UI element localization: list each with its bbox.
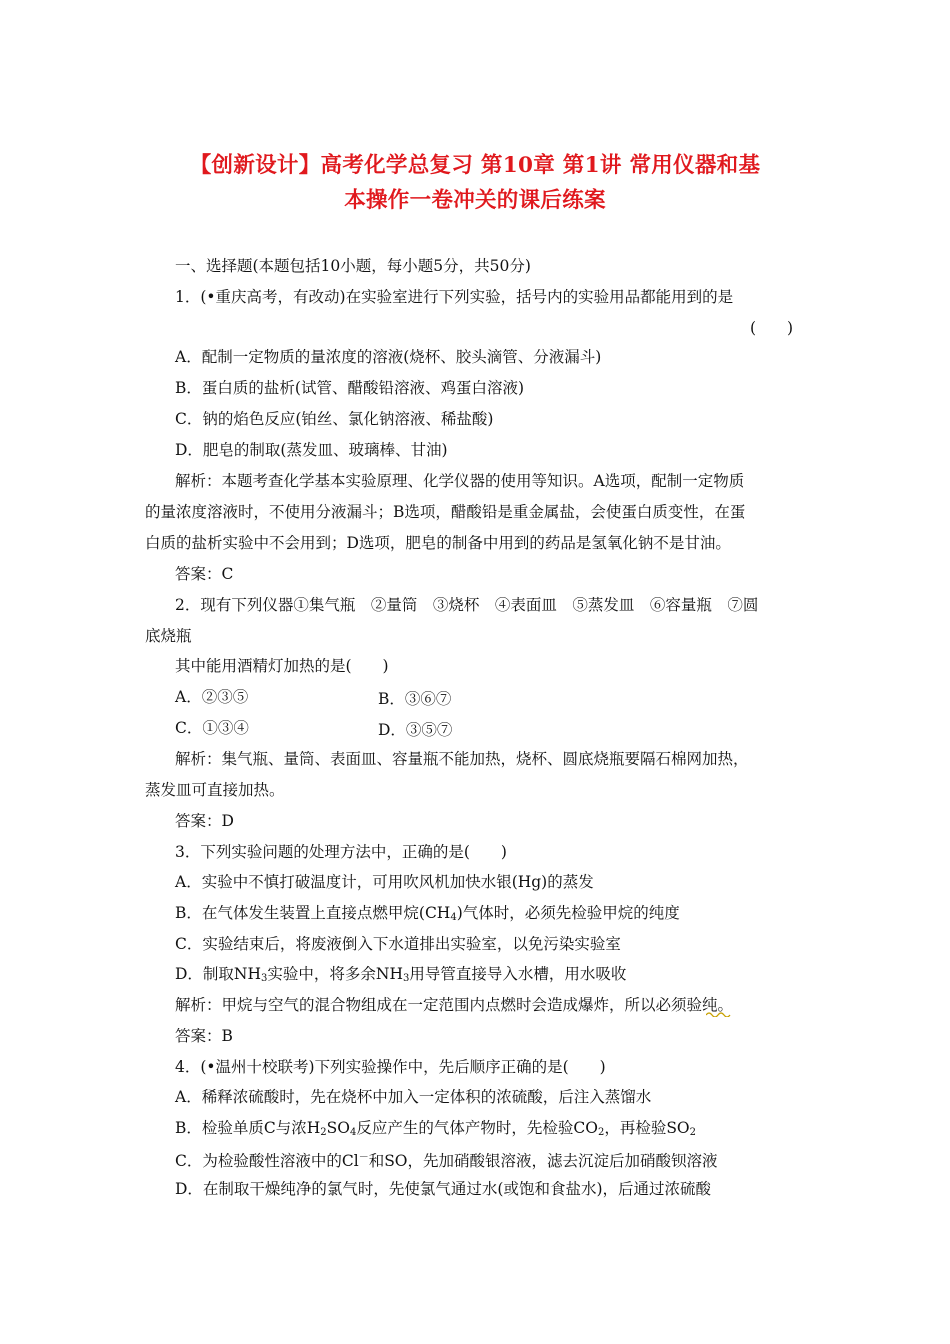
squiggle-mark (706, 1011, 732, 1017)
q1-explanation-1: 解析：本题考查化学基本实验原理、化学仪器的使用等知识。A选项，配制一定物质 (175, 472, 745, 490)
q1-option-c: C．钠的焰色反应(铂丝、氯化钠溶液、稀盐酸) (175, 410, 494, 428)
q4-option-c: C．为检验酸性溶液中的Cl－和SO，先加硝酸银溶液，滤去沉淀后加硝酸钡溶液 (175, 1152, 718, 1171)
q3-stem: 3．下列实验问题的处理方法中，正确的是( ) (175, 843, 507, 861)
q1-option-a: A．配制一定物质的量浓度的溶液(烧杯、胶头滴管、分液漏斗) (175, 348, 602, 366)
q3-option-d: D．制取$NH_3$实验中，将多余$NH_3$用导管直接导入水槽，用水吸收 (175, 965, 627, 984)
q2-option-a: A．②③⑤ (175, 688, 249, 706)
q1-answer: 答案：C (175, 565, 234, 583)
q3-explanation: 解析：甲烷与空气的混合物组成在一定范围内点燃时会造成爆炸，所以必须验纯。 (175, 996, 734, 1014)
q2-stem-3: 其中能用酒精灯加热的是( ) (175, 657, 389, 675)
q2-stem-2: 底烧瓶 (145, 627, 192, 645)
q1-option-d: D．肥皂的制取(蒸发皿、玻璃棒、甘油) (175, 441, 448, 459)
q1-answer-paren: ( ) (750, 319, 794, 337)
q4-option-d: D．在制取干燥纯净的氯气时，先使氯气通过水(或饱和食盐水)，后通过浓硫酸 (175, 1180, 712, 1198)
q2-explanation-1: 解析：集气瓶、量筒、表面皿、容量瓶不能加热，烧杯、圆底烧瓶要隔石棉网加热， (175, 750, 749, 768)
q4-option-a: A．稀释浓硫酸时，先在烧杯中加入一定体积的浓硫酸，后注入蒸馏水 (175, 1088, 652, 1106)
q3-option-c: C．实验结束后，将废液倒入下水道排出实验室，以免污染实验室 (175, 935, 621, 953)
q1-option-b: B．蛋白质的盐析(试管、醋酸铅溶液、鸡蛋白溶液) (175, 379, 524, 397)
q2-answer: 答案：D (175, 812, 234, 830)
q1-explanation-2: 的量浓度溶液时，不使用分液漏斗；B选项，醋酸铅是重金属盐，会使蛋白质变性，在蛋 (145, 503, 746, 521)
q3-option-b: B．在气体发生装置上直接点燃甲烷$(CH_4)$气体时，必须先检验甲烷的纯度 (175, 904, 680, 923)
section-heading: 一、选择题(本题包括10小题，每小题5分，共50分) (175, 257, 531, 275)
q2-option-d: D．③⑤⑦ (378, 721, 453, 739)
page-title-line-2: 本操作一卷冲关的课后练案 (344, 188, 606, 213)
q1-explanation-3: 白质的盐析实验中不会用到；D选项，肥皂的制备中用到的药品是氢氧化钠不是甘油。 (145, 534, 731, 552)
q3-answer: 答案：B (175, 1027, 233, 1045)
q4-option-b: B．检验单质C与浓$H_2SO_4$反应产生的气体产物时，先检验$CO_2$，再检验$SO_2$ (175, 1119, 697, 1138)
q4-stem: 4．(•温州十校联考)下列实验操作中，先后顺序正确的是( ) (175, 1058, 606, 1076)
q2-explanation-2: 蒸发皿可直接加热。 (145, 781, 285, 799)
q3-option-a: A．实验中不慎打破温度计，可用吹风机加快水银(Hg)的蒸发 (175, 873, 594, 891)
q2-option-c: C．①③④ (175, 719, 249, 737)
q2-stem-1: 2．现有下列仪器①集气瓶 ②量筒 ③烧杯 ④表面皿 ⑤蒸发皿 ⑥容量瓶 ⑦圆 (175, 596, 759, 614)
page-title-line-1: 【创新设计】高考化学总复习 第10章 第1讲 常用仪器和基 (189, 153, 761, 178)
q1-stem: 1．(•重庆高考，有改动)在实验室进行下列实验，括号内的实验用品都能用到的是 (175, 288, 734, 306)
q2-option-b: B．③⑥⑦ (378, 690, 452, 708)
